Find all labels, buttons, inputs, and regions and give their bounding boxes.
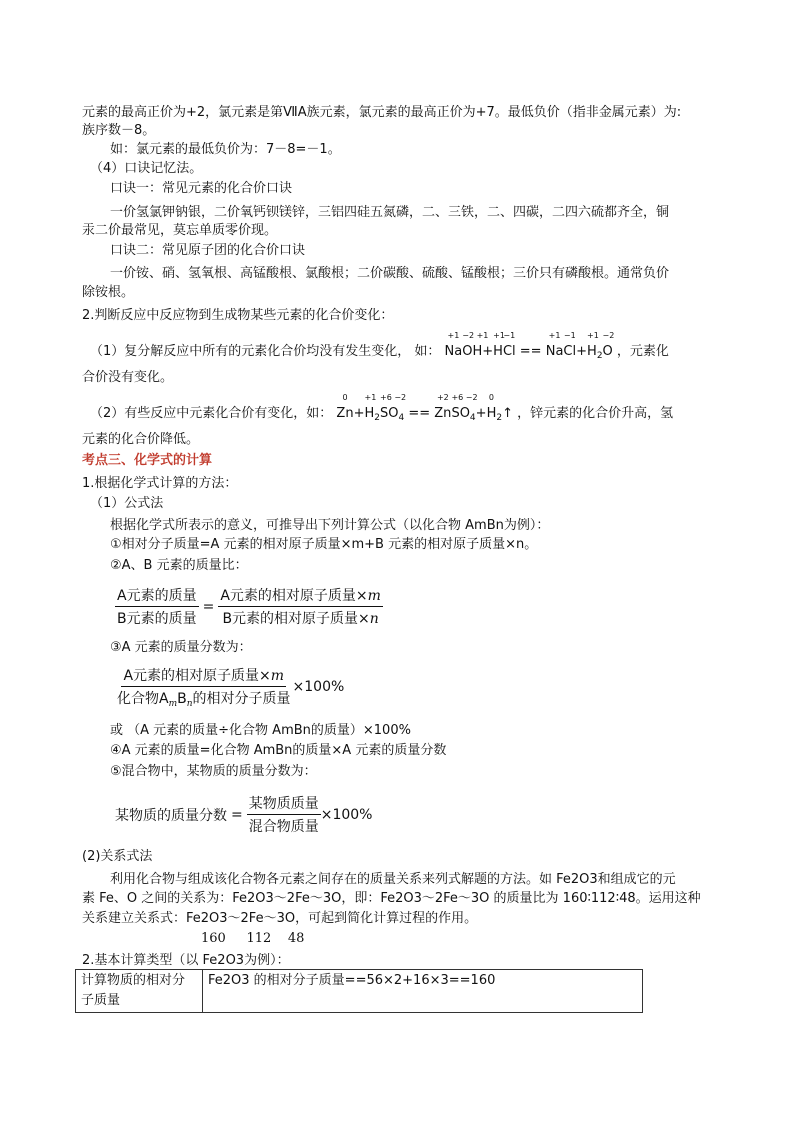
numerator: A元素的质量 <box>115 585 199 607</box>
table-cell-label <box>76 970 203 1013</box>
para-line: 一价铵、硝、氢氧根、高锰酸根、氯酸根；二价碳酸、硫酸、锰酸根；三价只有磷酸根。通常负价 <box>110 266 670 281</box>
fraction-left <box>115 585 199 628</box>
fraction-right <box>218 585 383 628</box>
para-line: 一价氢氯钾钠银，二价氧钙钡镁锌，三铝四硅五氮磷，二、三铁，二、四碳，二四六硫都齐全，铜 <box>110 205 670 220</box>
calc-table <box>75 969 643 1013</box>
text: ，元素化 <box>616 344 669 359</box>
fraction <box>247 793 321 836</box>
para-line: 根据化学式所表示的意义，可推导出下列计算公式（以化合物 AmBn为例）： <box>110 518 550 533</box>
numerator: A元素的相对原子质量×m <box>121 665 286 687</box>
mnemonic2-title: 口诀二：常见原子团的化合价口诀 <box>110 243 306 258</box>
para-line: 关系建立关系式：Fe2O3～2Fe～3O，可起到简化计算过程的作用。 <box>82 911 478 926</box>
formula-4: ④A 元素的质量=化合物 AmBn的质量×A 元素的质量分数 <box>110 743 447 758</box>
para-line: 合价没有变化。 <box>82 370 174 385</box>
times-100: ×100% <box>320 806 373 823</box>
formula-alt: 或 （A 元素的质量÷化合物 AmBn的质量）×100% <box>110 723 411 738</box>
denominator: 化合物$A_mB_n$的相对分子质量 <box>117 691 291 709</box>
formula-5-title: ⑤混合物中，某物质的质量分数为： <box>110 764 317 779</box>
reaction-line-1 <box>90 331 669 365</box>
method4-title: （4）口诀记忆法。 <box>90 161 203 176</box>
formula-1: ①相对分子质量=A 元素的相对原子质量×m+B 元素的相对原子质量×n。 <box>110 537 538 552</box>
mass-fraction-formula <box>115 665 344 709</box>
para-line: 元素的最高正价为+2，氯元素是第ⅦA族元素，氯元素的最高正价为+7。最低负价（指非金属元素）为: <box>82 105 682 120</box>
reaction-line-2 <box>90 393 674 427</box>
calc-title: 1.根据化学式计算的方法： <box>82 476 238 491</box>
para-line: 元素的化合价降低。 <box>82 432 200 447</box>
denominator: B元素的质量 <box>117 611 197 627</box>
text: （2）有些反应中元素化合价有变化，如： <box>90 406 333 421</box>
text: （1）复分解反应中所有的元素化合价均没有发生变化， 如： <box>90 344 441 359</box>
equation-2: Zn 0 +H +1 $_2$SO +6 −2 $_4$ == Zn +2 SO +6 −2 $_4$+H 0 $_2$↑ <box>336 393 518 423</box>
mass-numbers: 160 112 48 <box>201 931 305 946</box>
denominator: 混合物质量 <box>248 819 319 835</box>
para-line: 利用化合物与组成该化合物各元素之间存在的质量关系来列式解题的方法。如 Fe2O3和组成它的元 <box>110 872 676 887</box>
formula-2-title: ②A、B 元素的质量比： <box>110 558 248 573</box>
para-line: 汞二价最常见，莫忘单质零价现。 <box>82 223 278 238</box>
mnemonic1-title: 口诀一：常见元素的化合价口诀 <box>110 181 293 196</box>
table-cell-value: Fe2O3 的相对分子质量==56×2+16×3==160 <box>203 970 643 1013</box>
equation-1: Na +1 OH −2 +1 +H +1 Cl −1 == Na +1 Cl −1 +H +1 $_2$O −2 <box>444 331 615 361</box>
label-line: 计算物质的相对分 <box>81 973 186 988</box>
section-title: 2.判断反应中反应物到生成物某些元素的化合价变化： <box>82 308 394 323</box>
para-line: 素 Fe、O 之间的关系为：Fe2O3～2Fe～3O，即：Fe2O3～2Fe～3O 的质量比为 160∶112∶48。运用这种 <box>82 891 701 906</box>
numerator: 某物质质量 <box>247 793 321 815</box>
para-line: 除铵根。 <box>82 285 135 300</box>
fraction <box>115 665 293 709</box>
types-title: 2.基本计算类型（以 Fe2O3为例）： <box>82 953 290 968</box>
times-100: ×100% <box>292 679 345 695</box>
label-line: 子质量 <box>81 993 121 1008</box>
denominator: B元素的相对原子质量×n <box>222 611 379 627</box>
text: ，锌元素的化合价升高，氢 <box>517 406 674 421</box>
relation-title: (2)关系式法 <box>82 849 153 864</box>
para-line: 族序数－8。 <box>82 123 156 138</box>
numerator: A元素的相对原子质量×m <box>218 585 383 607</box>
table-row <box>76 970 643 1013</box>
mixture-fraction-formula: 某物质的质量分数 = $\frac{\text{某物质质量}}{\text{混合物质量}}$ ×100% <box>115 793 373 836</box>
formula-method-title: （1）公式法 <box>90 496 164 511</box>
para-line: 如：氯元素的最低负价为：7－8=－1。 <box>110 142 341 157</box>
section-heading: 考点三、化学式的计算 <box>82 453 213 468</box>
formula-left: 某物质的质量分数 <box>115 807 227 824</box>
formula-3-title: ③A 元素的质量分数为： <box>110 640 252 655</box>
mass-ratio-formula: $\frac{\text{A元素的质量}}{\text{B元素的质量}}$ = $\frac{\text{A元素的相对原子质量×m}}{\text{B元素的相对原子质量×n}}$ <box>115 585 383 628</box>
